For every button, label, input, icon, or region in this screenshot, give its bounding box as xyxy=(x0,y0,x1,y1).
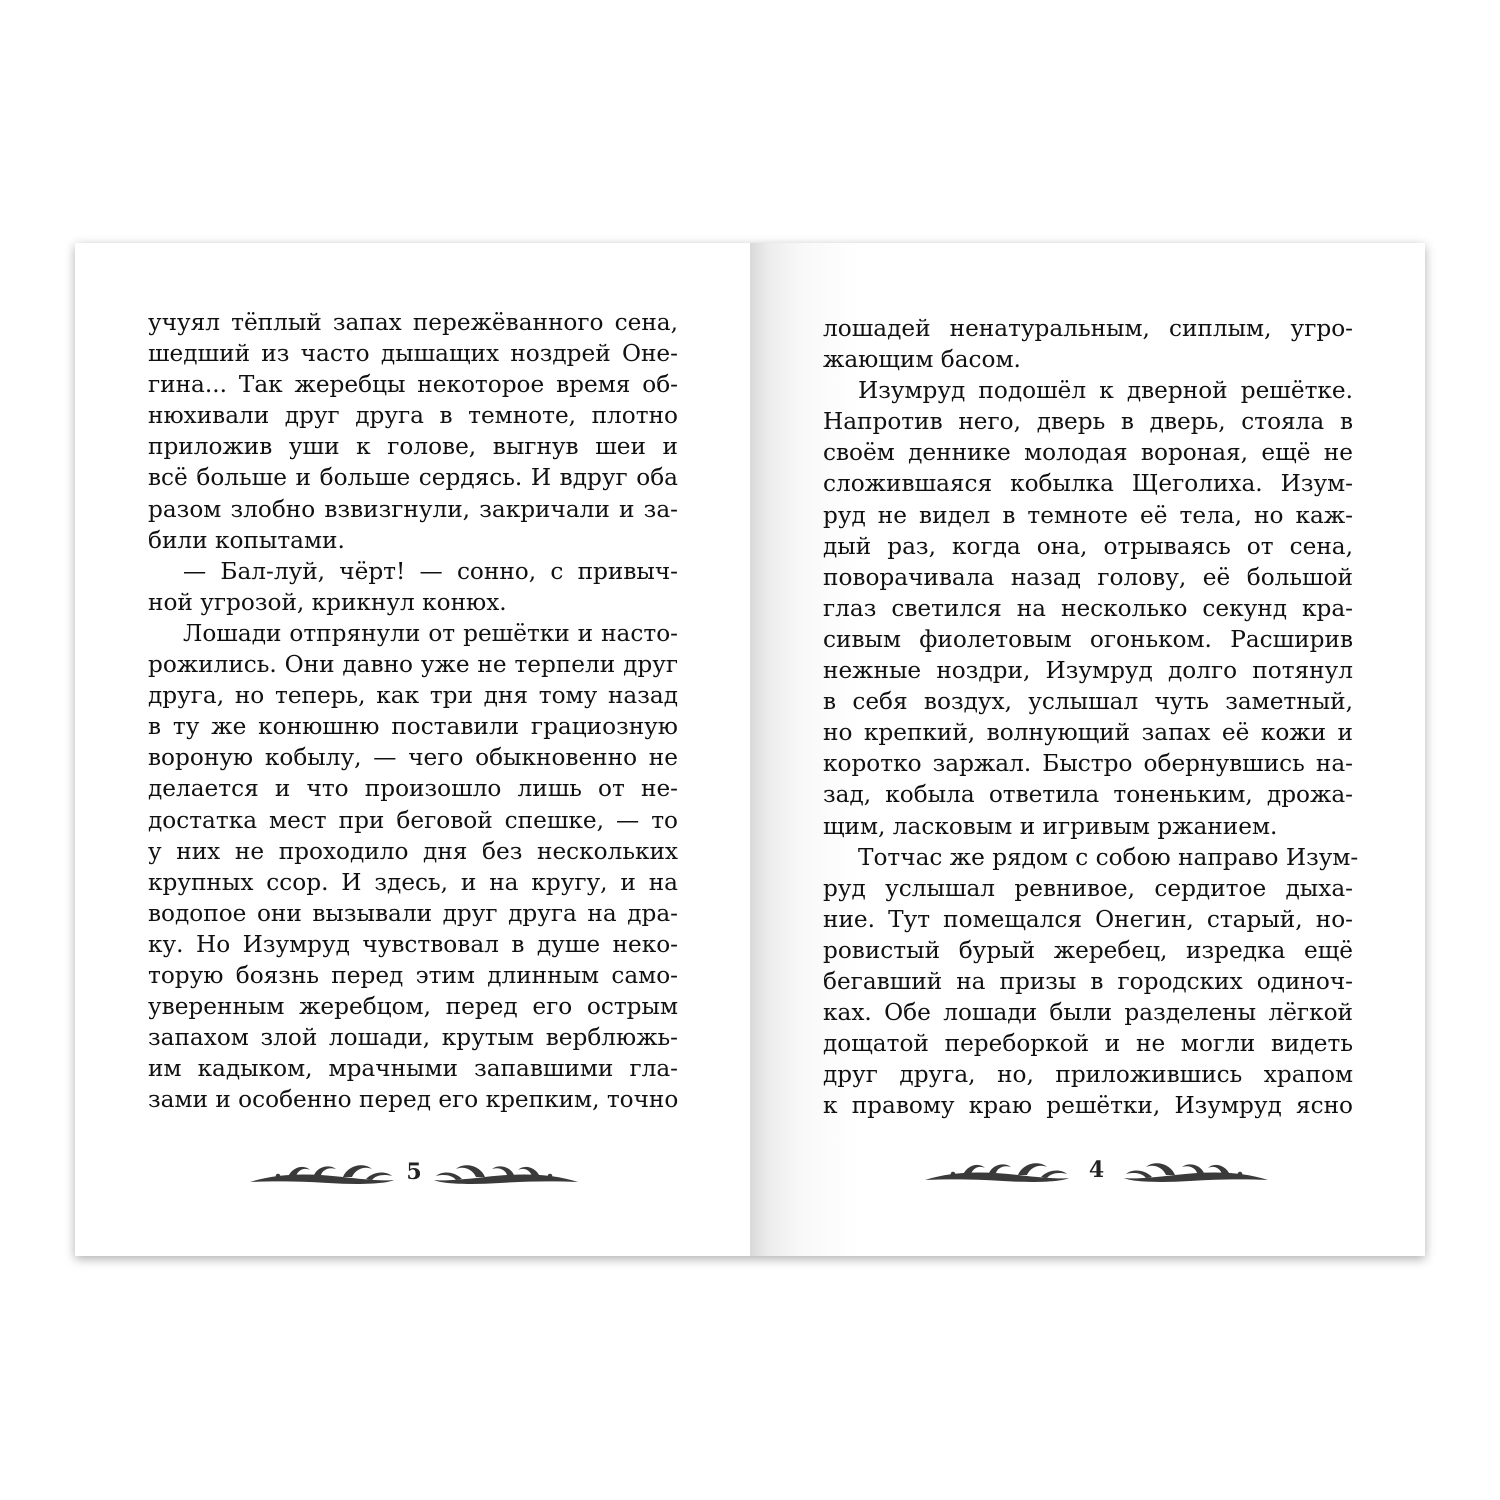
page-footer xyxy=(750,1153,1425,1193)
left-page-text xyxy=(148,307,678,1115)
text-line: дый раз, когда она, отрываясь от сена, xyxy=(823,532,1353,560)
text-line: глаз светился на несколько секунд кра- xyxy=(823,594,1353,622)
text-line: друга, но теперь, как три дня тому назад xyxy=(148,682,678,710)
text-line: Тотчас же рядом с собою направо Изум- xyxy=(858,843,1359,871)
text-line: лошадей ненатуральным, сиплым, угро- xyxy=(823,315,1353,342)
text-line: дощатой переборкой и не могли видеть xyxy=(823,1030,1353,1058)
text-line: нюхивали друг друга в темноте, плотно xyxy=(148,402,678,430)
left-page xyxy=(75,243,750,1256)
page-number: 5 xyxy=(406,1159,422,1185)
text-line: сивым фиолетовым огоньком. Расширив xyxy=(823,625,1353,653)
text-line: всё больше и больше сердясь. И вдруг оба xyxy=(148,464,678,492)
text-line: друг друга, но, приложившись храпом xyxy=(823,1061,1353,1089)
text-line: шедший из часто дышащих ноздрей Оне- xyxy=(148,340,678,368)
text-line: своём деннике молодая вороная, ещё не xyxy=(823,439,1353,467)
text-line: бегавший на призы в городских одиноч- xyxy=(823,967,1353,995)
text-line: в ту же конюшню поставили грациозную xyxy=(148,713,678,741)
text-line: разом злобно взвизгнули, закричали и за- xyxy=(148,495,678,523)
text-line: ной угрозой, крикнул конюх. xyxy=(148,588,507,616)
text-line: Лошади отпрянули от решётки и насто- xyxy=(183,619,678,647)
text-line: гина... Так жеребцы некоторое время об- xyxy=(148,371,678,399)
text-line: — Бал-луй, чёрт! — сонно, с привыч- xyxy=(183,557,678,585)
text-line: торую боязнь перед этим длинным само- xyxy=(148,961,678,989)
text-line: руд не видел в темноте её тела, но каж- xyxy=(823,501,1353,529)
text-line: Изумруд подошёл к дверной решётке. xyxy=(858,377,1353,405)
text-line: запахом злой лошади, крутым верблюжь- xyxy=(148,1024,678,1052)
text-line: ку. Но Изумруд чувствовал в душе неко- xyxy=(148,930,678,958)
text-line: ровистый бурый жеребец, изредка ещё xyxy=(823,936,1353,964)
text-line: ние. Тут помещался Онегин, старый, но- xyxy=(823,905,1353,933)
text-line: учуял тёплый запах пережёванного сена, xyxy=(148,309,678,336)
right-page-text xyxy=(823,313,1359,1121)
text-line: в себя воздух, услышал чуть заметный, xyxy=(823,688,1353,716)
text-line: зад, кобыла ответила тоненьким, дрожа- xyxy=(823,781,1353,809)
text-line: им кадыком, мрачными запавшими гла- xyxy=(148,1055,678,1083)
text-line: водопое они вызывали друг друга на дра- xyxy=(148,899,678,927)
text-line: но крепкий, волнующий запах её кожи и xyxy=(823,719,1353,747)
text-line: коротко заржал. Быстро обернувшись на- xyxy=(823,750,1353,778)
ornament-left-icon xyxy=(923,1159,1071,1187)
text-line: у них не проходило дня без нескольких xyxy=(148,837,678,865)
text-line: щим, ласковым и игривым ржанием. xyxy=(823,812,1278,840)
text-line: вороную кобылу, — чего обыкновенно не xyxy=(148,744,678,772)
text-line: делается и что произошло лишь от не- xyxy=(148,775,678,803)
text-line: рожились. Они давно уже не терпели друг xyxy=(148,651,678,679)
text-line: жающим басом. xyxy=(823,346,1021,374)
text-line: крупных ссор. И здесь, и на кругу, и на xyxy=(148,868,678,896)
page-number: 4 xyxy=(1088,1157,1105,1183)
text-line: поворачивала назад голову, её большой xyxy=(823,563,1353,591)
book-spread xyxy=(75,243,1425,1256)
right-page xyxy=(750,243,1425,1256)
text-line: били копытами. xyxy=(148,526,345,554)
text-line: ках. Обе лошади были разделены лёгкой xyxy=(823,999,1353,1027)
text-line: приложив уши к голове, выгнув шеи и xyxy=(148,433,678,461)
text-line: руд услышал ревнивое, сердитое дыха- xyxy=(823,874,1353,902)
text-line: нежные ноздри, Изумруд долго потянул xyxy=(823,657,1353,685)
text-line: достатка мест при беговой спешке, — то xyxy=(148,806,678,834)
text-line: Напротив него, дверь в дверь, стояла в xyxy=(823,408,1353,436)
page-footer xyxy=(75,1155,750,1195)
ornament-right-icon xyxy=(432,1161,580,1189)
ornament-right-icon xyxy=(1122,1159,1270,1187)
text-line: сложившаяся кобылка Щеголиха. Изум- xyxy=(823,470,1353,498)
text-line: к правому краю решётки, Изумруд ясно xyxy=(823,1092,1353,1120)
ornament-left-icon xyxy=(248,1161,396,1189)
text-line: уверенным жеребцом, перед его острым xyxy=(148,993,678,1021)
text-line: зами и особенно перед его крепким, точно xyxy=(148,1086,679,1114)
